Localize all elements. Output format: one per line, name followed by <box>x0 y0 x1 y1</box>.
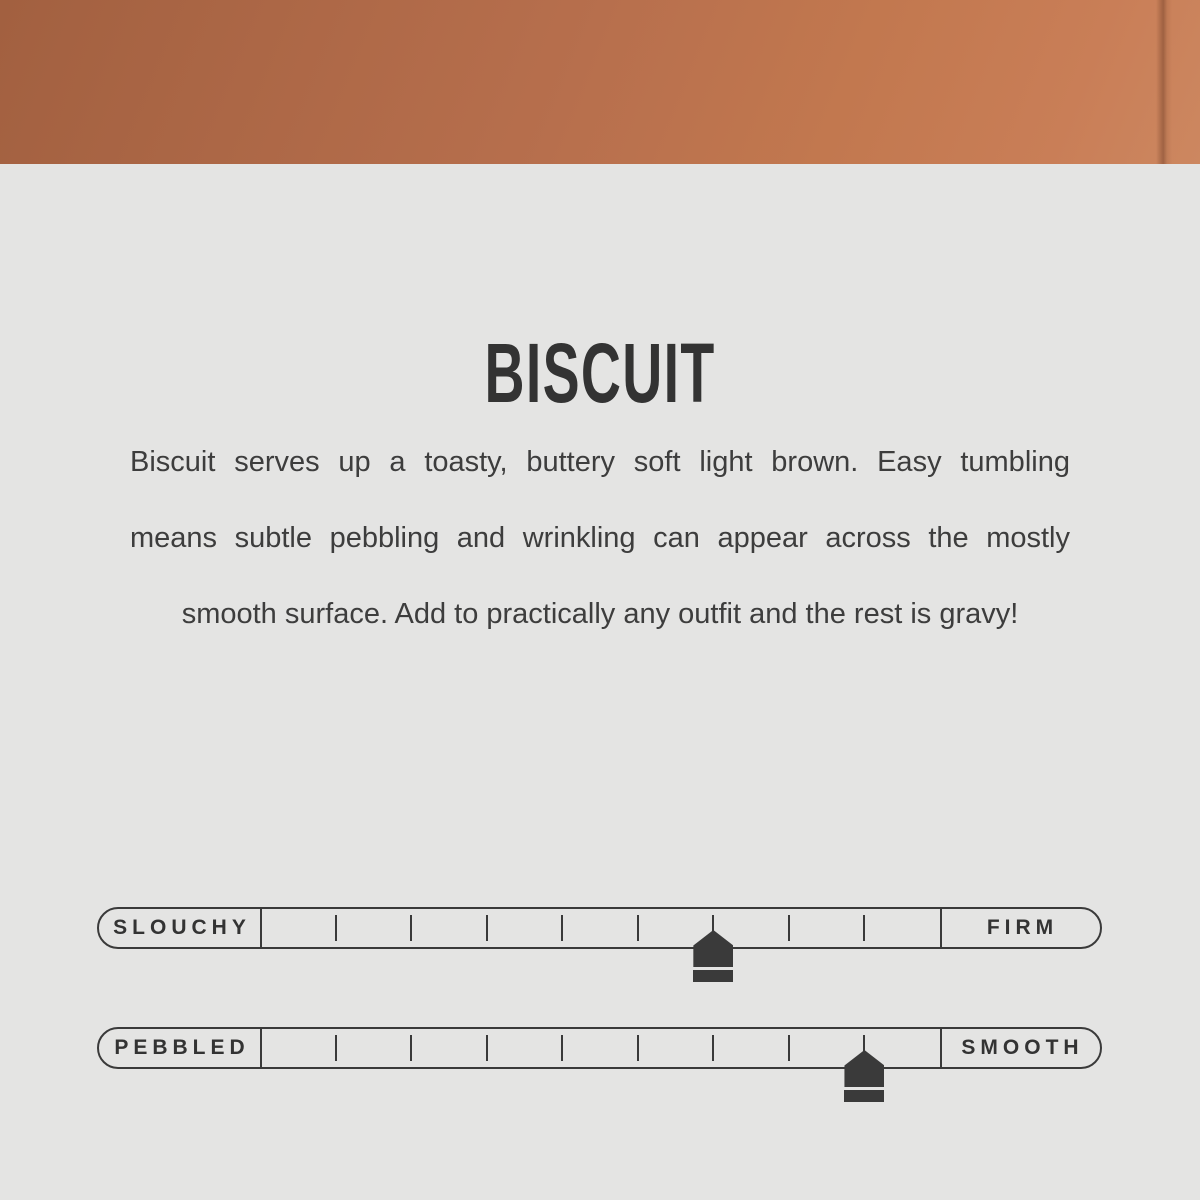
scale-tick <box>561 1035 563 1061</box>
softness-scale <box>97 907 1102 949</box>
scale-marker <box>693 930 733 982</box>
leather-swatch-image <box>0 0 1200 164</box>
scale-tick <box>637 1035 639 1061</box>
marker-pointer-icon <box>844 1050 884 1087</box>
scale-tick <box>335 1035 337 1061</box>
description <box>130 424 1070 652</box>
scale-marker <box>844 1050 884 1102</box>
scale-tick <box>486 915 488 941</box>
scale-label-slouchy: SLOUCHY <box>113 916 251 939</box>
scale-tick <box>788 1035 790 1061</box>
description-line: smooth surface. Add to practically any outfit and the rest is gravy! <box>181 597 1019 630</box>
marker-base <box>844 1090 884 1102</box>
scale-tick <box>712 1035 714 1061</box>
page-title: BISCUIT <box>484 326 716 421</box>
marker-pointer-icon <box>693 930 733 967</box>
texture-scale-track <box>97 1027 1102 1069</box>
scale-tick <box>410 915 412 941</box>
scale-label-firm: FIRM <box>986 916 1059 939</box>
description-line: Biscuit serves up a toasty, buttery soft light brown. Easy tumbling <box>130 445 1070 478</box>
texture-scale <box>97 1027 1102 1069</box>
leather-seam <box>1156 0 1172 164</box>
scale-tick <box>410 1035 412 1061</box>
scale-tick <box>788 915 790 941</box>
scale-divider <box>260 1029 262 1067</box>
description-line: means subtle pebbling and wrinkling can appear across the mostly <box>130 521 1070 554</box>
softness-scale-track <box>97 907 1102 949</box>
scale-tick <box>335 915 337 941</box>
scale-tick <box>561 915 563 941</box>
scale-tick <box>637 915 639 941</box>
scale-label-pebbled: PEBBLED <box>114 1036 250 1059</box>
scale-divider <box>260 909 262 947</box>
scale-tick <box>486 1035 488 1061</box>
marker-base <box>693 970 733 982</box>
scale-label-smooth: SMOOTH <box>961 1036 1084 1059</box>
scale-tick <box>863 915 865 941</box>
